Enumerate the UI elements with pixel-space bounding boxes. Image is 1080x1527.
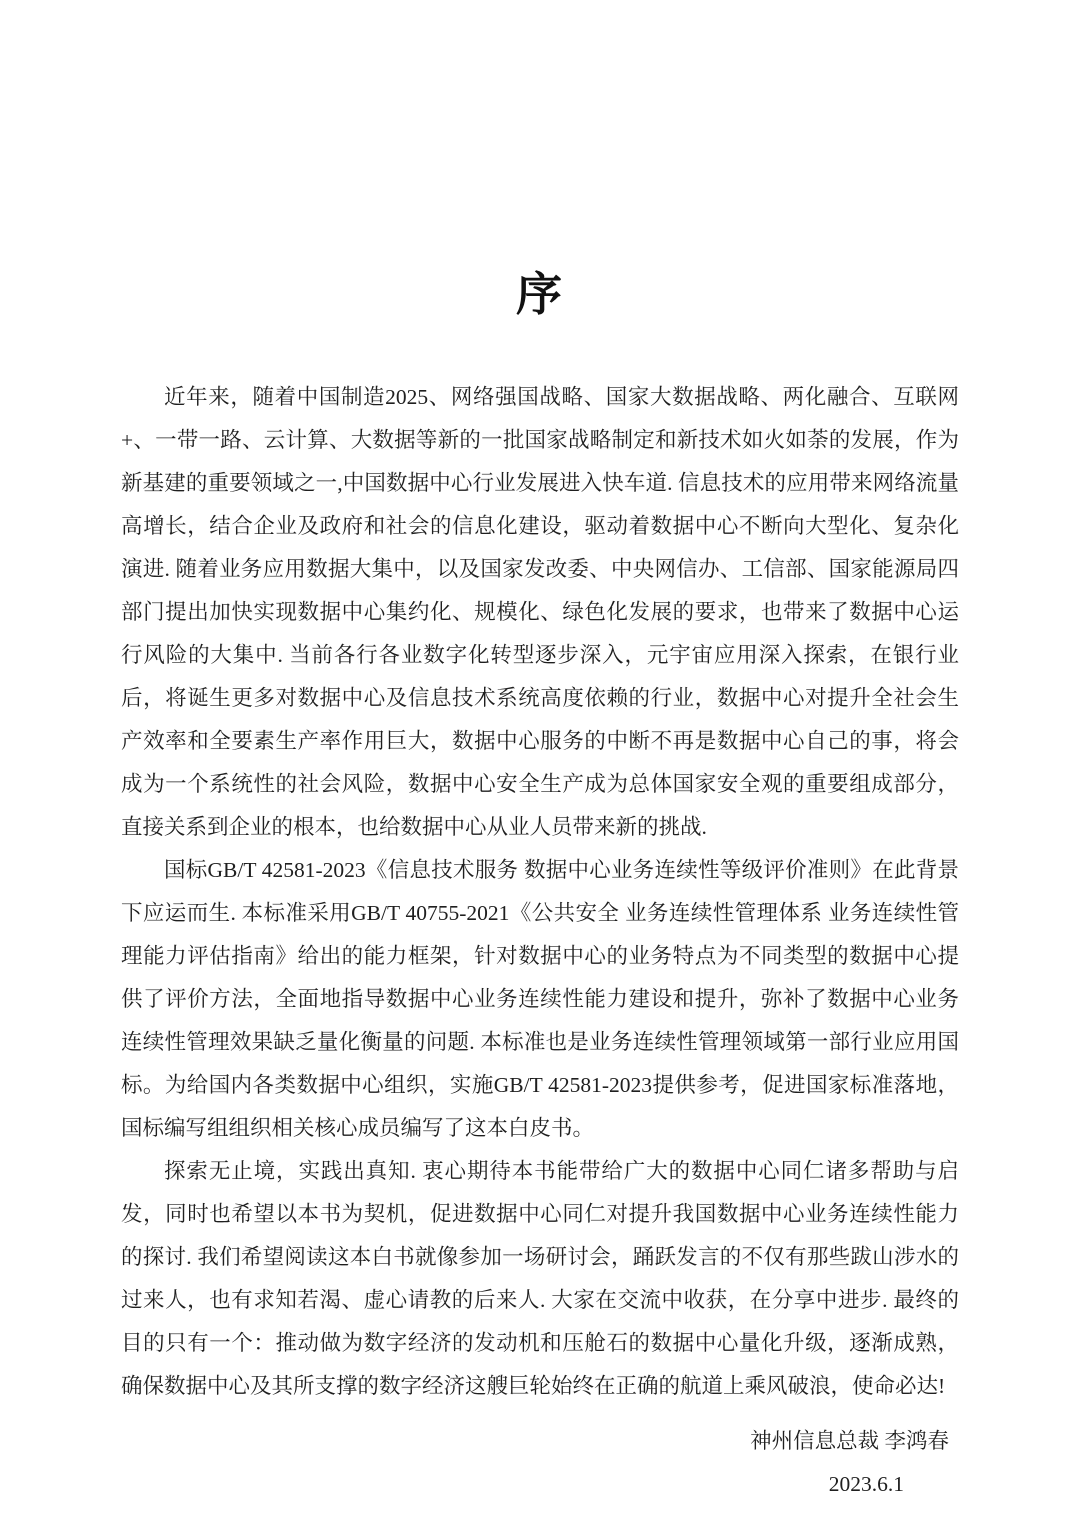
page-title: 序 [516,269,564,320]
signature-author: 神州信息总裁 李鸿春 [750,1429,949,1453]
paragraph-2: 国标GB/T 42581-2023《信息技术服务 数据中心业务连续性等级评价准则》在此背景下应运而生. 本标准采用GB/T 40755-2021《公共安全 业务连续性管理体系 业务连续性管理能力评估指南》给出的能力框架，针对数据中心的业务特点为不同类型的数据中心提供了评价方法，全面地指导数据中心业务连续性能力建设和提升，弥补了数据中心业务连续性管理效果缺乏量化衡量的问题. 本标准也是业务连续性管理领域第一部行业应用国标。为给国内各类数据中心组织，实施GB/T 42581-2023提供参考，促进国家标准落地，国标编写组组织相关核心成员编写了这本白皮书。 [121,858,959,1140]
signature-block [121,1420,959,1506]
paragraph-1: 近年来，随着中国制造2025、网络强国战略、国家大数据战略、两化融合、互联网+、一带一路、云计算、大数据等新的一批国家战略制定和新技术如火如荼的发展，作为新基建的重要领域之一,中国数据中心行业发展进入快车道. 信息技术的应用带来网络流量高增长，结合企业及政府和社会的信息化建设，驱动着数据中心不断向大型化、复杂化演进. 随着业务应用数据大集中，以及国家发改委、中央网信办、工信部、国家能源局四部门提出加快实现数据中心集约化、规模化、绿色化发展的要求，也带来了数据中心运行风险的大集中. 当前各行各业数字化转型逐步深入，元宇宙应用深入探索，在银行业后，将诞生更多对数据中心及信息技术系统高度依赖的行业，数据中心对提升全社会生产效率和全要素生产率作用巨大，数据中心服务的中断不再是数据中心自己的事，将会成为一个系统性的社会风险，数据中心安全生产成为总体国家安全观的重要组成部分，直接关系到企业的根本，也给数据中心从业人员带来新的挑战. [121,385,959,839]
paragraph-3: 探索无止境，实践出真知. 衷心期待本书能带给广大的数据中心同仁诸多帮助与启发，同时也希望以本书为契机，促进数据中心同仁对提升我国数据中心业务连续性能力的探讨. 我们希望阅读这本白书就像参加一场研讨会，踊跃发言的不仅有那些跋山涉水的过来人，也有求知若渴、虚心请教的后来人. 大家在交流中收获，在分享中进步. 最终的目的只有一个：推动做为数字经济的发动机和压舱石的数据中心量化升级，逐渐成熟，确保数据中心及其所支撑的数字经济这艘巨轮始终在正确的航道上乘风破浪，使命必达! [121,1159,959,1398]
document-body [121,376,959,1408]
signature-date: 2023.6.1 [828,1472,904,1496]
